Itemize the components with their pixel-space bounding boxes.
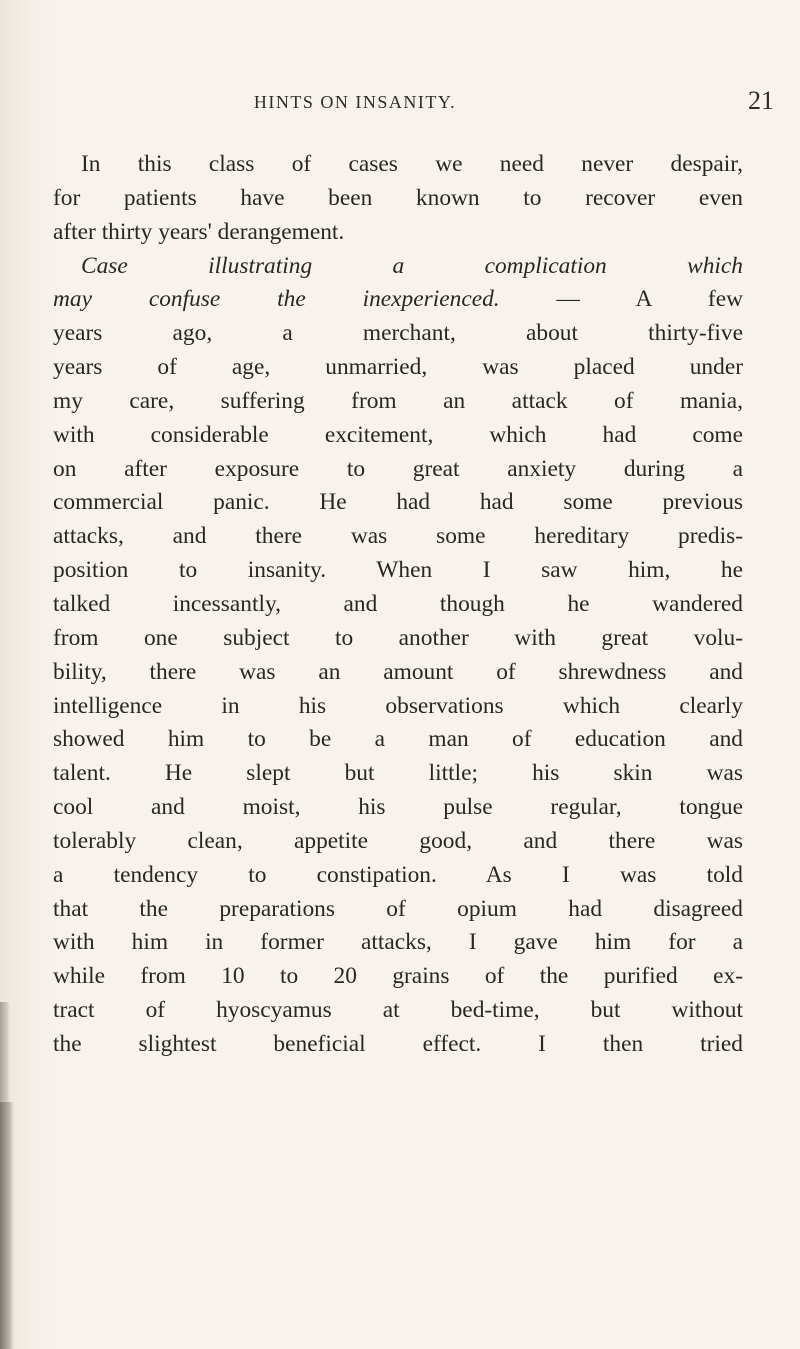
text-line: bility, there was an amount of shrewdness and <box>53 658 743 685</box>
text-line: the slightest beneficial effect. I then tried <box>53 1030 743 1057</box>
text-line: commercial panic. He had had some previous <box>53 489 743 516</box>
text-line: tolerably clean, appetite good, and there was <box>53 827 743 854</box>
case-heading-line <box>53 250 743 284</box>
case-heading-tail: — A few <box>499 286 743 313</box>
text-line <box>53 283 743 317</box>
binding-shadow <box>0 1002 10 1102</box>
body-text <box>53 148 743 1062</box>
text-line: talked incessantly, and though he wandered <box>53 590 743 617</box>
text-line: after thirty years' derangement. <box>53 218 345 245</box>
text-line: In this class of cases we need never despair, <box>81 151 743 177</box>
case-heading-continued: may confuse the inexperienced. <box>53 286 500 313</box>
text-line: from one subject to another with great volu- <box>53 624 743 651</box>
text-line: a tendency to constipation. As I was told <box>53 861 743 888</box>
text-line: years ago, a merchant, about thirty-five <box>53 320 743 347</box>
running-title: HINTS ON INSANITY. <box>253 92 457 112</box>
binding-shadow <box>0 1102 14 1349</box>
text-line: intelligence in his observations which clearly <box>53 692 743 719</box>
text-line: my care, suffering from an attack of mania, <box>53 387 743 414</box>
text-line: attacks, and there was some hereditary predis- <box>53 523 743 550</box>
text-line: talent. He slept but little; his skin was <box>53 760 743 787</box>
text-line: that the preparations of opium had disagreed <box>53 895 743 922</box>
page-number: 21 <box>748 86 774 115</box>
text-line: for patients have been known to recover even <box>53 184 743 211</box>
text-line: cool and moist, his pulse regular, tongue <box>53 794 743 821</box>
text-line: with considerable excitement, which had come <box>53 421 743 448</box>
text-line: tract of hyoscyamus at bed-time, but without <box>53 997 743 1024</box>
running-head <box>0 86 800 122</box>
text-line: on after exposure to great anxiety during a <box>53 455 743 482</box>
text-line: with him in former attacks, I gave him for a <box>53 929 743 956</box>
text-line: while from 10 to 20 grains of the purified ex- <box>53 963 743 990</box>
text-line: showed him to be a man of education and <box>53 726 743 753</box>
text-line: position to insanity. When I saw him, he <box>53 557 743 584</box>
case-heading: Case illustrating a complication which <box>81 252 743 279</box>
text-line: years of age, unmarried, was placed under <box>53 354 743 381</box>
